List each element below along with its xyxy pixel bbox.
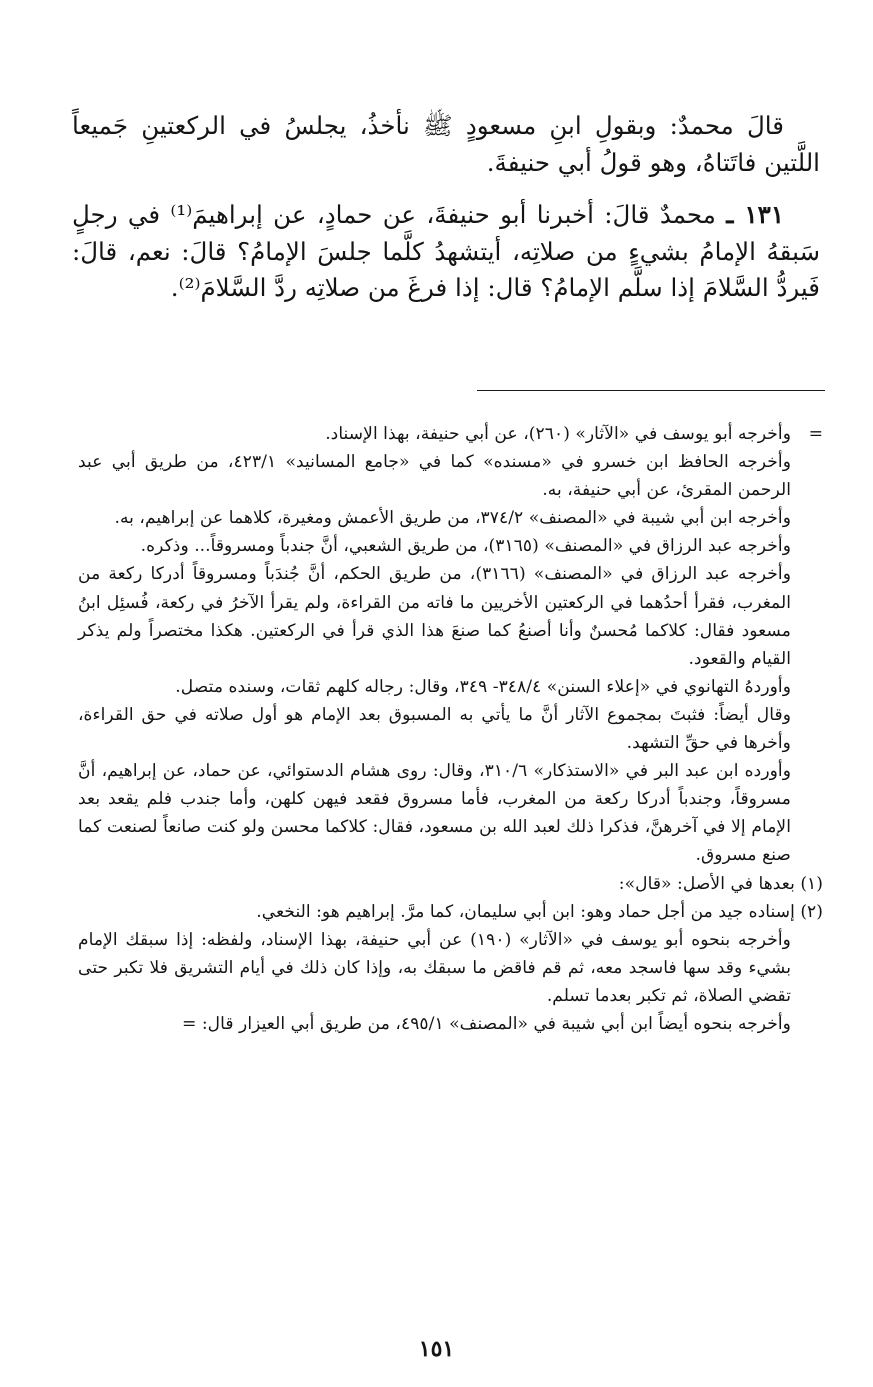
footnote-1: (١) بعدها في الأصل: «قال»: [618, 873, 823, 894]
note-line: وأوردهُ التهانوي في «إعلاء السنن» ٣٤٨/٤- ٣٤٩، وقال: رجاله كلهم ثقات، وسنده متصل. [175, 676, 791, 697]
footnote-2: (٢) إسناده جيد من أجل حماد وهو: ابن أبي سليمان، كما مرَّ. إبراهيم هو: النخعي. [256, 901, 823, 922]
note-line [78, 420, 823, 448]
note-line: وأخرجه الحافظ ابن خسرو في «مسنده» كما في «جامع المسانيد» ٤٢٣/١، من طريق أبي عبد الرحمن المقرئ، عن أبي حنيفة، به. [78, 452, 791, 501]
note-line: وأورده ابن عبد البر في «الاستذكار» ٣١٠/٦، وقال: روى هشام الدستوائي، عن حماد، عن إبراهيم، أنَّ مسروقاً، وجندباً أدركا ركعة من المغرب، فأما مسروق فقعد فيهن كلهن، وأما جندب فلم يقعد بعد الإمام إلا في آخرهنَّ، فذكرا ذلك لعبد الله بن مسعود، فقال: كلاكما محسن ولو كنت صانعاً لصنعت كما صنع مسروق. [78, 761, 791, 866]
footnote-divider [477, 390, 825, 391]
main-paragraph-2-text: محمدٌ قالَ: أخبرنا أبو حنيفةَ، عن حمادٍ، عن إبراهيمَ⁽¹⁾ في رجلٍ سَبقهُ الإمامُ بشيءٍ من صلاتِه، أيتشهدُ كلَّما جلسَ الإمامُ؟ قالَ: نعم، قالَ: فَيردُّ السَّلامَ إذا سلَّم الإمامُ؟ قال: إذا فرغَ من صلاتِه ردَّ السَّلامَ⁽²⁾. [72, 200, 820, 302]
note-line: وأخرجه بنحوه أيضاً ابن أبي شيبة في «المصنف» ٤٩٥/١، من طريق أبي العيزار قال: = [182, 1013, 791, 1034]
note-line: وأخرجه ابن أبي شيبة في «المصنف» ٣٧٤/٢، من طريق الأعمش ومغيرة، كلاهما عن إبراهيم، به. [114, 508, 791, 529]
main-paragraph-1: قالَ محمدٌ: وبقولِ ابنِ مسعودٍ ﷺ نأخذُ، يجلسُ في الركعتينِ جَميعاً اللَّتين فاتَتاهُ، وهو قولُ أبي حنيفةَ. [72, 111, 820, 177]
note-line: وأخرجه بنحوه أبو يوسف في «الآثار» (١٩٠) عن أبي حنيفة، بهذا الإسناد، ولفظه: إذا سبقك الإمام بشيء وقد سها فاسجد معه، ثم قم فاقض ما سبقك به، وإذا كان ذلك في أيام التشريق فلا تكبر حتى تقضي الصلاة، ثم تكبر بعدما تسلم. [78, 929, 791, 1006]
main-text [72, 108, 820, 307]
hadith-number: ١٣١ ـ [726, 200, 784, 229]
note-line: وأخرجه عبد الرزاق في «المصنف» (٣١٦٦)، من طريق الحكم، أنَّ جُندَباً ومسروقاً أدركا ركعة من المغرب، فقرأ أحدُهما في الركعتين الأخريين ما فاته من القراءة، ولم يقرأ الآخرُ في ركعة، فُسئِل ابنُ مسعود فقال: كلاكما مُحسنٌ وأنا أصنعُ كما صنعَ هذا الذي قرأ في الركعتين. هكذا مختصراً ولم يذكر القيام والقعود. [78, 564, 791, 669]
note-line: وأخرجه عبد الرزاق في «المصنف» (٣١٦٥)، من طريق الشعبي، أنَّ جندباً ومسروقاً... وذكره. [140, 536, 791, 557]
main-paragraph-2 [72, 197, 820, 307]
note-line: وقال أيضاً: فثبتَ بمجموع الآثار أنَّ ما يأتي به المسبوق بعد الإمام هو أول صلاته في حق القراءة، وأخرها في حقِّ التشهد. [78, 704, 791, 754]
note-line-text: وأخرجه أبو يوسف في «الآثار» (٢٦٠)، عن أبي حنيفة، بهذا الإسناد. [325, 424, 791, 444]
continuation-mark: = [808, 424, 823, 444]
page-number: ١٥١ [418, 1336, 455, 1362]
footnotes-section [78, 420, 823, 1038]
